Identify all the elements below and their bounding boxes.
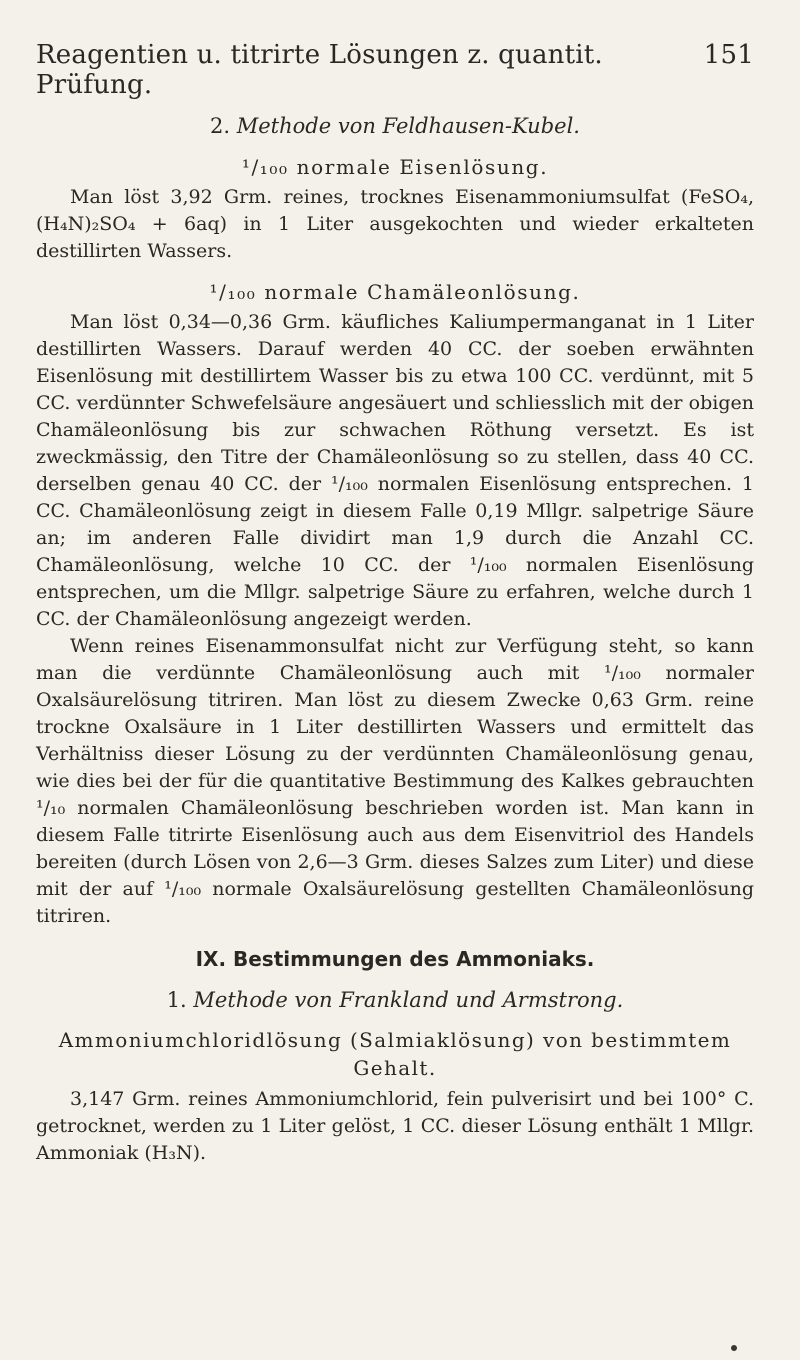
page-number: 151 — [703, 40, 754, 70]
running-title: Reagentien u. titrirte Lösungen z. quantit. Prüfung. — [36, 40, 603, 100]
method-title: Methode von Frankland und Armstrong. — [193, 988, 624, 1012]
section-heading — [36, 112, 754, 140]
ink-dot — [731, 1345, 737, 1351]
iron-solution-paragraph: Man löst 3,92 Grm. reines, trocknes Eisenammoniumsulfat (FeSO₄, (H₄N)₂SO₄ + 6aq) in 1 Liter ausgekochten und wieder erkalteten destillirten Wassers. — [36, 186, 754, 262]
chameleon-paragraph-1: Man löst 0,34—0,36 Grm. käufliches Kaliumpermanganat in 1 Liter destillirten Wassers. Darauf werden 40 CC. der soeben erwähnten Eisenlösung mit destillirtem Wasser bis zu etwa 100 CC. verdünnt, mit 5 CC. verdünnter Schwefelsäure angesäuert und schliesslich mit der obigen Chamäleonlösung bis zur schwachen Röthung versetzt. Es ist zweckmässig, den Titre der Chamäleonlösung so zu stellen, dass 40 CC. derselben genau 40 CC. der ¹/₁₀₀ normalen Eisenlösung entsprechen. 1 CC. Chamäleonlösung zeigt in diesem Falle 0,19 Mllgr. salpetrige Säure an; im anderen Falle dividirt man 1,9 durch die Anzahl CC. Chamäleonlösung, welche 10 CC. der ¹/₁₀₀ normalen Eisenlösung entsprechen, um die Mllgr. salpetrige Säure zu erfahren, welche durch 1 CC. der Chamäleonlösung angezeigt werden. — [36, 311, 754, 630]
iron-solution-heading: ¹/₁₀₀ normale Eisenlösung. — [241, 155, 549, 179]
ammonium-solution-heading: Ammoniumchloridlösung (Salmiaklösung) von bestimmtem Gehalt. — [58, 1028, 732, 1080]
section-title: Methode von Feldhausen-Kubel. — [236, 114, 580, 138]
running-head — [36, 40, 754, 100]
section-number: 2. — [210, 114, 231, 138]
method-number: 1. — [166, 988, 187, 1012]
chameleon-solution-heading: ¹/₁₀₀ normale Chamäleonlösung. — [209, 280, 581, 304]
chameleon-paragraph-2: Wenn reines Eisenammonsulfat nicht zur Verfügung steht, so kann man die verdünnte Chamäleonlösung auch mit ¹/₁₀₀ normaler Oxalsäurelösung titriren. Man löst zu diesem Zwecke 0,63 Grm. reine trockne Oxalsäure in 1 Liter destillirten Wassers und ermittelt das Verhältniss dieser Lösung zu der verdünnten Chamäleonlösung genau, wie dies bei der für die quantitative Bestimmung des Kalkes gebrauchten ¹/₁₀ normalen Chamäleonlösung beschrieben worden ist. Man kann in diesem Falle titrirte Eisenlösung auch aus dem Eisenvitriol des Handels bereiten (durch Lösen von 2,6—3 Grm. dieses Salzes zum Liter) und diese mit der auf ¹/₁₀₀ normale Oxalsäurelösung gestellten Chamäleonlösung titriren. — [36, 635, 754, 927]
method-heading — [36, 986, 754, 1014]
chapter-heading: IX. Bestimmungen des Ammoniaks. — [195, 947, 595, 971]
ammonium-paragraph: 3,147 Grm. reines Ammoniumchlorid, fein pulverisirt und bei 100° C. getrocknet, werden zu 1 Liter gelöst, 1 CC. dieser Lösung enthält 1 Mllgr. Ammoniak (H₃N). — [36, 1088, 754, 1164]
